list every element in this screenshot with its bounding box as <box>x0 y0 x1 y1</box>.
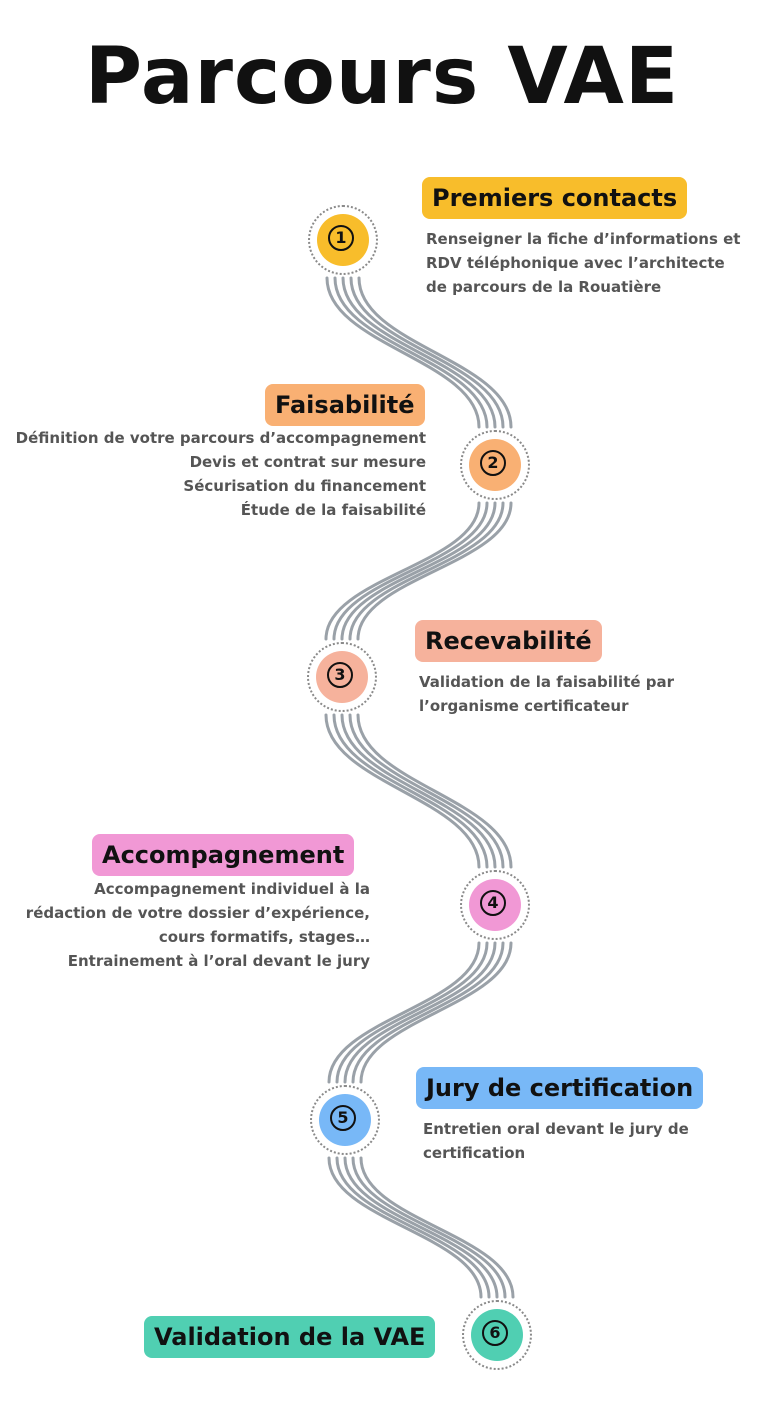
step-2-line: Définition de votre parcours d’accompagnement <box>15 429 426 447</box>
step-3-number: 3 <box>327 662 353 688</box>
step-1-line: Renseigner la fiche d’informations et <box>426 230 741 248</box>
step-3-node <box>307 642 377 712</box>
step-4-line: Entrainement à l’oral devant le jury <box>67 952 370 970</box>
step-1-node <box>308 205 378 275</box>
step-4-line: rédaction de votre dossier d’expérience, <box>25 904 370 922</box>
step-5-number: 5 <box>330 1105 356 1131</box>
step-1-line: RDV téléphonique avec l’architecte <box>426 254 725 272</box>
step-3-description <box>419 670 674 718</box>
step-4-node <box>460 870 530 940</box>
step-5-description <box>423 1117 689 1165</box>
step-2-fill <box>469 439 521 491</box>
step-1-number: 1 <box>328 225 354 251</box>
step-5-node <box>310 1085 380 1155</box>
step-3-line: Validation de la faisabilité par <box>419 673 675 691</box>
page-title: Parcours VAE <box>84 32 680 122</box>
step-3-label: Recevabilité <box>415 620 602 662</box>
step-5-fill <box>319 1094 371 1146</box>
step-1-label: Premiers contacts <box>422 177 687 219</box>
step-2-line: Sécurisation du financement <box>183 477 426 495</box>
step-1-fill <box>317 214 369 266</box>
step-2-node <box>460 430 530 500</box>
step-6-number: 6 <box>482 1320 508 1346</box>
step-2-number: 2 <box>480 450 506 476</box>
step-3-fill <box>316 651 368 703</box>
step-6-fill <box>471 1309 523 1361</box>
step-1-description <box>426 227 740 299</box>
step-2-label: Faisabilité <box>265 384 425 426</box>
step-4-description <box>26 877 370 973</box>
step-2-line: Devis et contrat sur mesure <box>189 453 426 471</box>
step-6-node <box>462 1300 532 1370</box>
step-4-fill <box>469 879 521 931</box>
step-3-line: l’organisme certificateur <box>419 697 629 715</box>
step-4-line: cours formatifs, stages… <box>158 928 370 946</box>
step-4-number: 4 <box>480 890 506 916</box>
step-5-line: Entretien oral devant le jury de <box>423 1120 689 1138</box>
step-4-label: Accompagnement <box>92 834 354 876</box>
step-5-label: Jury de certification <box>416 1067 703 1109</box>
step-5-line: certification <box>423 1144 526 1162</box>
step-2-line: Étude de la faisabilité <box>240 501 426 519</box>
step-4-line: Accompagnement individuel à la <box>94 880 370 898</box>
step-2-description <box>16 426 426 522</box>
step-6-label: Validation de la VAE <box>144 1316 435 1358</box>
step-1-line: de parcours de la Rouatière <box>426 278 662 296</box>
